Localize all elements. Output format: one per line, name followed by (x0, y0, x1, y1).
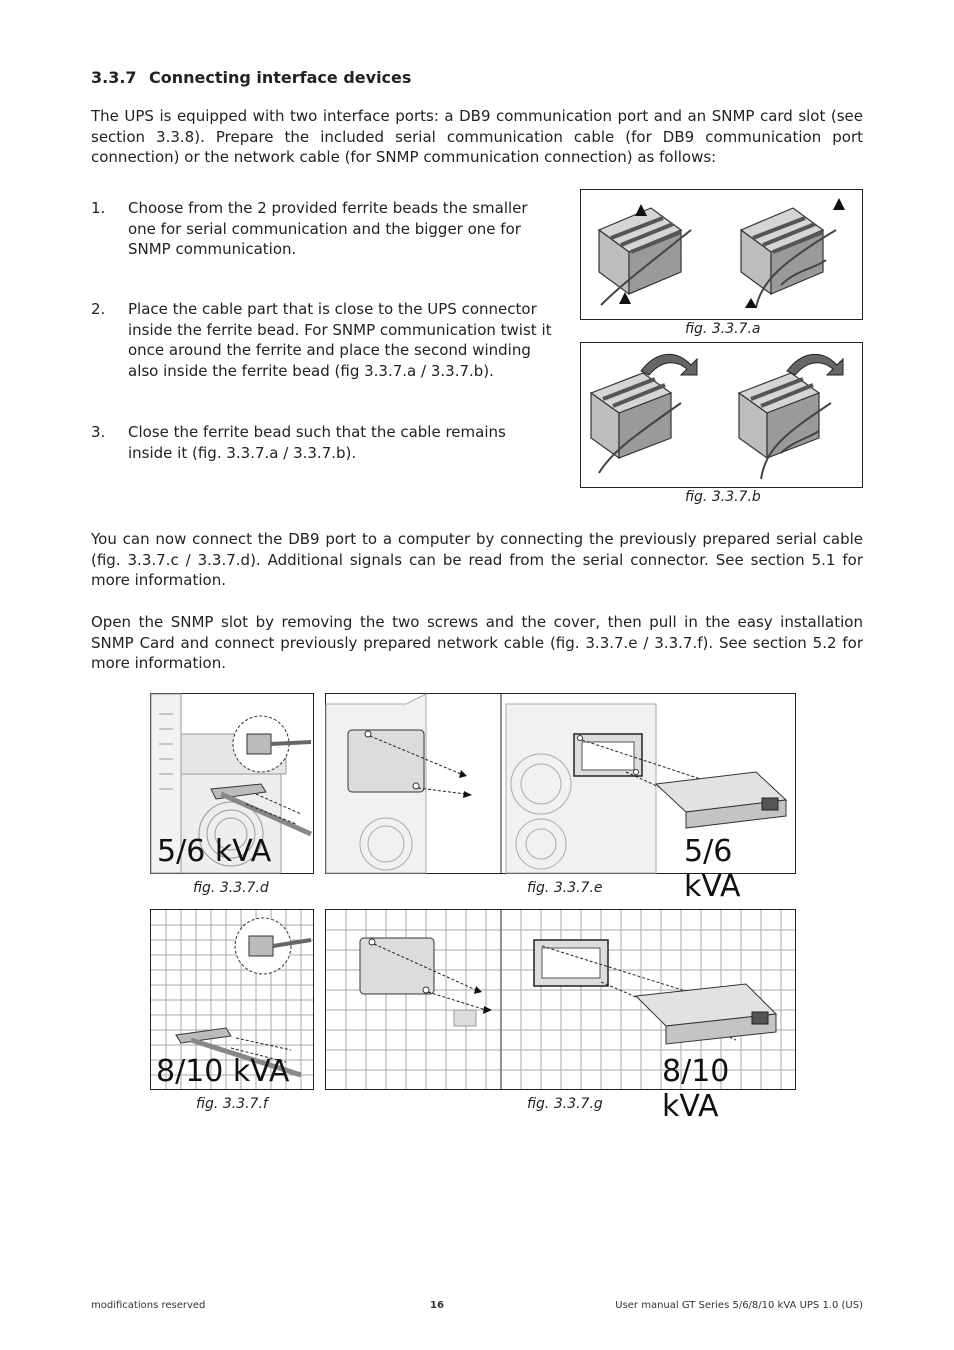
figure-caption: fig. 3.3.7.e (527, 880, 603, 896)
page-number: 16 (430, 1300, 444, 1311)
figure-ferrite-close (580, 342, 863, 488)
footer-left: modifications reserved (91, 1300, 206, 1311)
kva-label: 5/6 kVA (684, 834, 741, 904)
section-title: Connecting interface devices (149, 68, 412, 87)
list-item (91, 422, 551, 466)
section-heading (91, 68, 411, 87)
snmp-paragraph: Open the SNMP slot by removing the two screws and the cover, then pull in the easy installation SNMP Card and connect previously prepared network cable (fig. 3.3.7.e / 3.3.7.f). See section 5.2 for more information. (91, 613, 863, 672)
step-number: 1. (91, 199, 106, 217)
db9-paragraph: You can now connect the DB9 port to a computer by connecting the previously prepared serial cable (fig. 3.3.7.c / 3.3.7.d). Additional signals can be read from the serial connector. See section 5.1 for more information. (91, 530, 863, 589)
step-number: 2. (91, 300, 106, 318)
step-text: Close the ferrite bead such that the cable remains inside it (fig. 3.3.7.a / 3.3.7.b). (128, 423, 506, 462)
kva-label: 5/6 kVA (157, 834, 272, 869)
step-text: Place the cable part that is close to the UPS connector inside the ferrite bead. For SNMP communication twist it once around the ferrite and place the second winding also inside the ferrite bead (fig 3.3.7.a / 3.3.7.b). (128, 300, 552, 380)
step-number: 3. (91, 423, 106, 441)
footer-right: User manual GT Series 5/6/8/10 kVA UPS 1.0 (US) (615, 1300, 863, 1311)
figure-db9-small (150, 693, 314, 874)
list-item (91, 299, 551, 383)
figure-caption: fig. 3.3.7.b (685, 489, 761, 505)
figure-caption: fig. 3.3.7.d (193, 880, 269, 896)
kva-label: 8/10 kVA (156, 1054, 290, 1089)
kva-label: 8/10 kVA (662, 1054, 730, 1124)
figure-caption: fig. 3.3.7.f (196, 1096, 268, 1112)
figure-caption: fig. 3.3.7.g (527, 1096, 603, 1112)
list-item (91, 198, 551, 262)
figure-caption: fig. 3.3.7.a (685, 321, 761, 337)
section-number: 3.3.7 (91, 68, 137, 87)
figure-ferrite-open (580, 189, 863, 320)
intro-paragraph: The UPS is equipped with two interface ports: a DB9 communication port and an SNMP card slot (see section 3.3.8). Prepare the included serial communication cable (for DB9 communication port connection) or the network cable (for SNMP communication connection) as follows: (91, 107, 863, 166)
figure-db9-large (150, 909, 314, 1090)
step-text: Choose from the 2 provided ferrite beads the smaller one for serial communication and the bigger one for SNMP communication. (128, 199, 528, 258)
